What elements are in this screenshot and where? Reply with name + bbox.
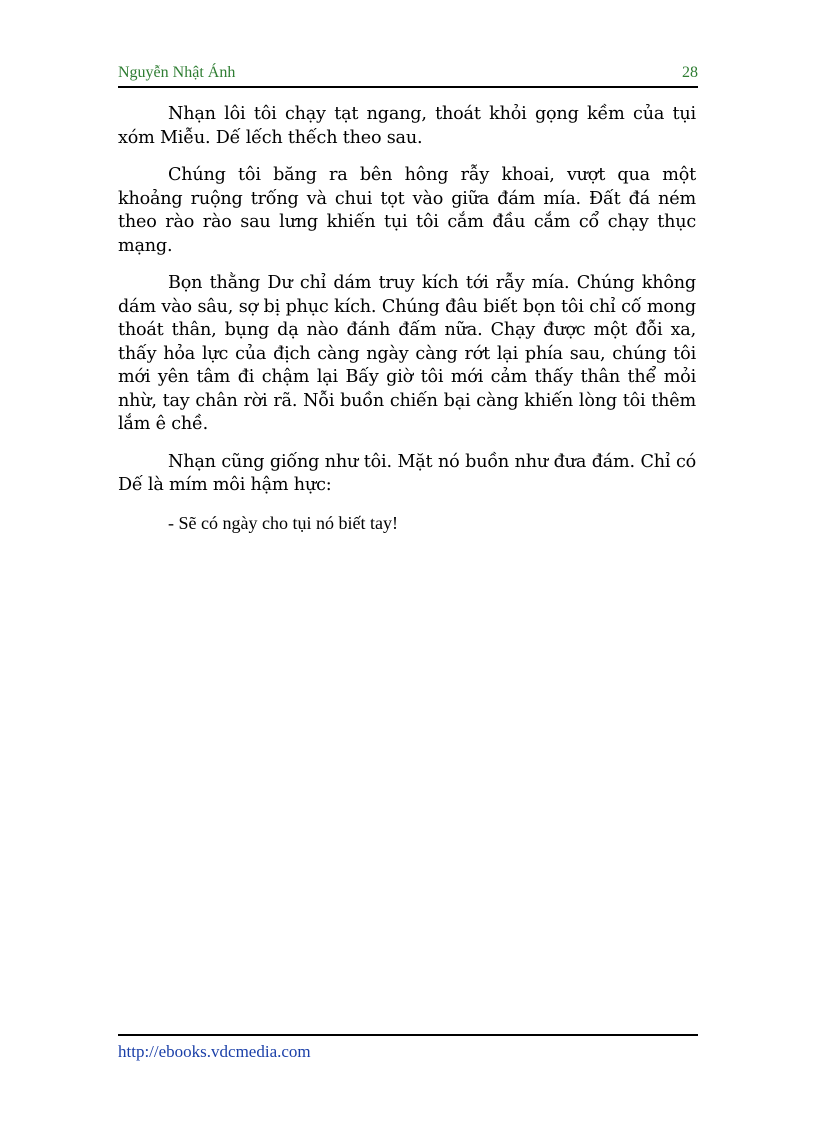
header-author: Nguyễn Nhật Ánh xyxy=(118,64,236,81)
paragraph: Chúng tôi băng ra bên hông rẫy khoai, vượt qua một khoảng ruộng trống và chui tọt vào giữa đám mía. Đất đá ném theo rào rào sau lưng khiến tụi tôi cắm đầu cắm cổ chạy thục mạng. xyxy=(118,165,696,256)
page-footer xyxy=(118,1034,698,1062)
body-text xyxy=(118,103,696,549)
paragraph: Nhạn cũng giống như tôi. Mặt nó buồn như đưa đám. Chỉ có Dế là mím môi hậm hực: xyxy=(118,451,696,495)
footer-link[interactable]: http://ebooks.vdcmedia.com xyxy=(118,1042,311,1061)
page-number: 28 xyxy=(682,64,698,81)
paragraph: Nhạn lôi tôi chạy tạt ngang, thoát khỏi gọng kềm của tụi xóm Miễu. Dế lếch thếch theo sau. xyxy=(118,104,696,148)
dialogue-line: - Sẽ có ngày cho tụi nó biết tay! xyxy=(168,512,398,533)
page-header xyxy=(118,64,698,88)
paragraph: Bọn thằng Dư chỉ dám truy kích tới rẫy mía. Chúng không dám vào sâu, sợ bị phục kích. Chúng đâu biết bọn tôi chỉ cố mong thoát thân, bụng dạ nào đánh đấm nữa. Chạy được một đỗi xa, thấy hỏa lực của địch càng ngày càng rớt lại phía sau, chúng tôi mới yên tâm đi chậm lại Bấy giờ tôi mới cảm thấy thân thể mỏi nhừ, tay chân rời rã. Nỗi buồn chiến bại càng khiến lòng tôi thêm lắm ê chề. xyxy=(118,273,696,434)
